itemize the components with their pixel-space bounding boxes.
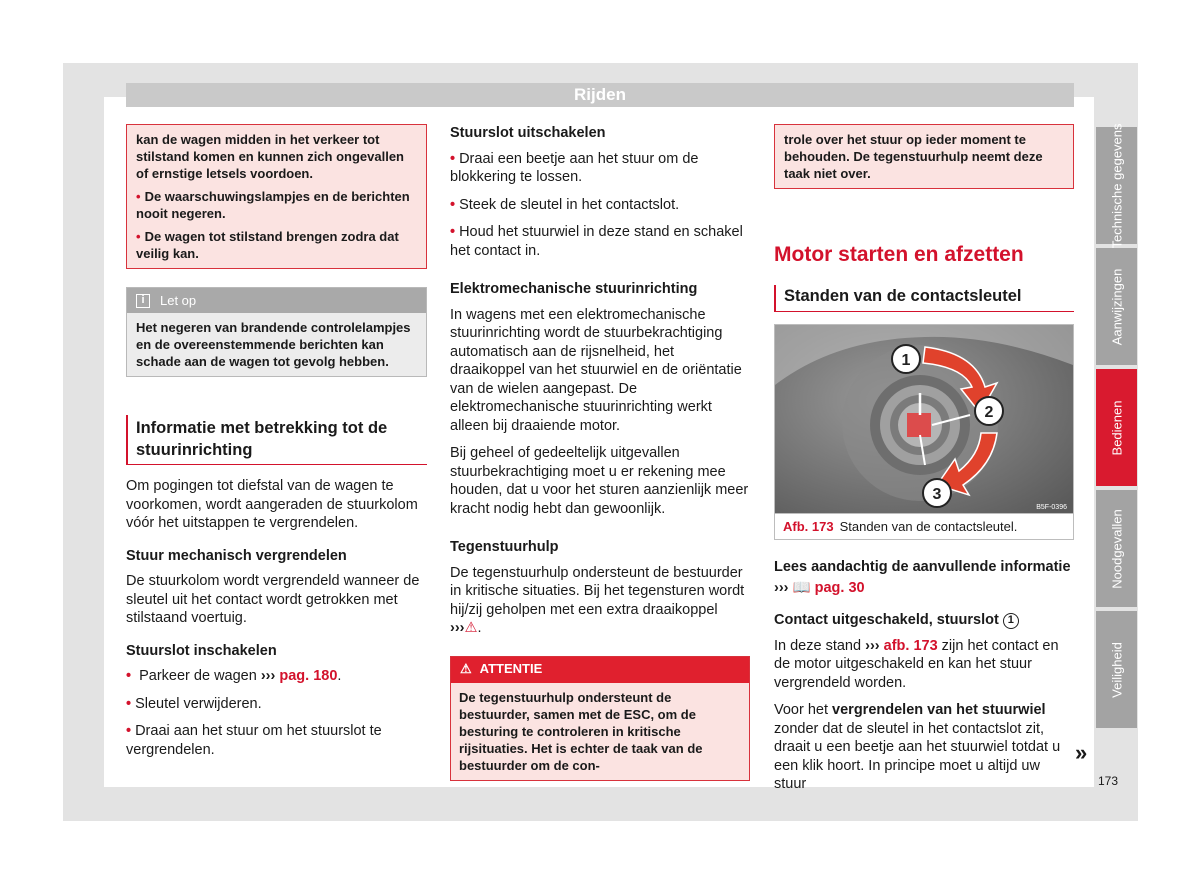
attention-title: ATTENTIE [479,661,543,677]
page-ref-link[interactable]: pag. 180 [279,668,338,684]
warning-bullet-2: • De wagen tot stilstand brengen zodra dat veilig kan. [136,228,417,262]
heading-contact-off: Contact uitgeschakeld, stuurslot 1 [774,611,1074,630]
sub-title: Standen van de contactsleutel [774,285,1074,312]
heading-lock-on: Stuurslot inschakelen [126,642,277,659]
fig-label-2: 2 [984,404,994,421]
warning-continued-text: trole over het stuur op ieder moment te behouden. De tegenstuurhulp neemt deze taak niet over. [784,132,1043,181]
section-title-steering: Informatie met betrekking tot de stuurinrichting [126,415,427,465]
lock-off-bullet-1: • Draai een beetje aan het stuur om de blokkering te lossen. [450,150,750,187]
heading-electromechanical: Elektromechanische stuurinrichting [450,281,698,297]
column-middle [450,124,750,781]
chapter-header: Rijden [126,83,1074,107]
ref-arrow: ››› [865,637,880,654]
page-number: 173 [1098,774,1119,788]
ignition-illustration [775,325,1073,513]
paragraph-steering-lock: Voor het vergrendelen van het stuurwiel zonder dat de sleutel in het contactslot zit, draait u een beetje aan het stuurwiel totdat u een klik hoort. In principe moet u altijd uw stuur [774,702,1061,792]
lock-off-bullet-3: • Houd het stuurwiel in deze stand en schakel het contact in. [450,223,750,260]
tab-noodgevallen[interactable]: Noodgevallen [1096,490,1137,607]
warning-triangle-icon[interactable]: ⚠ [464,620,478,636]
tab-veiligheid[interactable]: Veiligheid [1096,611,1137,728]
tab-technische-gegevens[interactable]: Technische gegevens [1096,127,1137,244]
heading-lock-off: Stuurslot uitschakelen [450,125,606,141]
warning-box-continued [126,124,427,269]
attention-header [451,657,749,683]
paragraph-electromechanical-2: Bij geheel of gedeeltelijk uitgevallen stuurbekrachtiging moet u er rekening mee houden, dat u voor het sturen aanzienlijk meer kracht nodig hebt dan gewoonlijk. [450,445,749,517]
figure-caption [775,513,1073,539]
read-more-ref [774,579,1074,598]
position-number: 1 [1003,613,1019,629]
warning-bullet-1: • De waarschuwingslampjes en de berichten nooit negeren. [136,188,417,222]
intro-paragraph: Om pogingen tot diefstal van de wagen te voorkomen, wordt aangeraden de stuurkolom vóór het uitstappen te vergrendelen. [126,478,418,531]
ref-arrow: ››› [774,579,789,596]
lock-on-bullet-2: • Sleutel verwijderen. [126,695,427,714]
heading-read-more: Lees aandachtig de aanvullende informatie [774,559,1071,575]
fig-code: B5F-0396 [1036,504,1067,511]
figure-ref-link[interactable]: afb. 173 [883,637,938,654]
continue-mark: » [1075,740,1088,765]
main-title: Motor starten en afzetten [774,243,1024,266]
heading-mechanical-lock: Stuur mechanisch vergrendelen [126,547,347,564]
caption-text: Standen van de contactsleutel. [839,519,1018,534]
tab-bedienen[interactable]: Bedienen [1096,369,1137,486]
lock-off-bullet-2: • Steek de sleutel in het contactslot. [450,196,750,215]
lock-on-bullet-1: • Parkeer de wagen ››› pag. 180. [126,667,427,686]
note-text: Het negeren van brandende controlelampjes en de overeenstemmende berichten kan schade aan de wagen tot gevolg hebben. [127,313,426,376]
caption-ref: Afb. 173 [783,519,834,534]
paragraph-counter-steer: De tegenstuurhulp ondersteunt de bestuurder in kritische situaties. Bij het tegensturen wordt hij/zij geholpen met een extra draaikoppel ›››⚠. [450,564,745,636]
column-left [126,124,427,768]
column-right [774,124,1074,803]
paragraph-electromechanical-1: In wagens met een elektromechanische stuurinrichting wordt de stuurbekrachtiging automatisch aan de rijsnelheid, het draaikoppel van het stuurwiel en de oriëntatie van de wielen aangepast. De elektromechanische stuurinrichting werkt alleen bij draaiende motor. [450,306,742,434]
warning-triangle-icon: ⚠ [460,661,472,677]
ref-arrow: ››› [260,668,276,684]
paragraph-contact-off: In deze stand ››› afb. 173 zijn het contact en de motor uitgeschakeld en kan het stuur vergrendeld worden. [774,637,1059,691]
info-icon: i [136,294,150,308]
book-icon: 📖 [792,579,811,596]
warning-text: kan de wagen midden in het verkeer tot stilstand komen en kunnen zich ongevallen of ernstige letsels voordoen. [136,132,404,181]
page-ref-link[interactable]: pag. 30 [814,579,865,596]
note-title: Let op [160,293,197,308]
figure-ignition-key [774,324,1074,540]
attention-box [450,656,750,781]
tab-aanwijzingen[interactable]: Aanwijzingen [1096,248,1137,365]
attention-text: De tegenstuurhulp ondersteunt de bestuurder, samen met de ESC, om de besturing te controleren in kritische rijsituaties. Het is echter de taak van de bestuurder om de con- [451,683,749,780]
fig-label-1: 1 [901,352,911,369]
heading-counter-steer: Tegenstuurhulp [450,539,559,555]
warning-box-continued-right [774,124,1074,189]
lock-on-bullet-3: • Draai aan het stuur om het stuurslot te vergrendelen. [126,722,427,759]
note-header [127,288,426,313]
fig-label-3: 3 [932,486,942,503]
paragraph-mechanical-lock: De stuurkolom wordt vergrendeld wanneer de sleutel uit het contact wordt getrokken met stilstaand voertuig. [126,573,420,626]
note-box [126,287,427,377]
ref-arrow: ››› [450,620,465,636]
